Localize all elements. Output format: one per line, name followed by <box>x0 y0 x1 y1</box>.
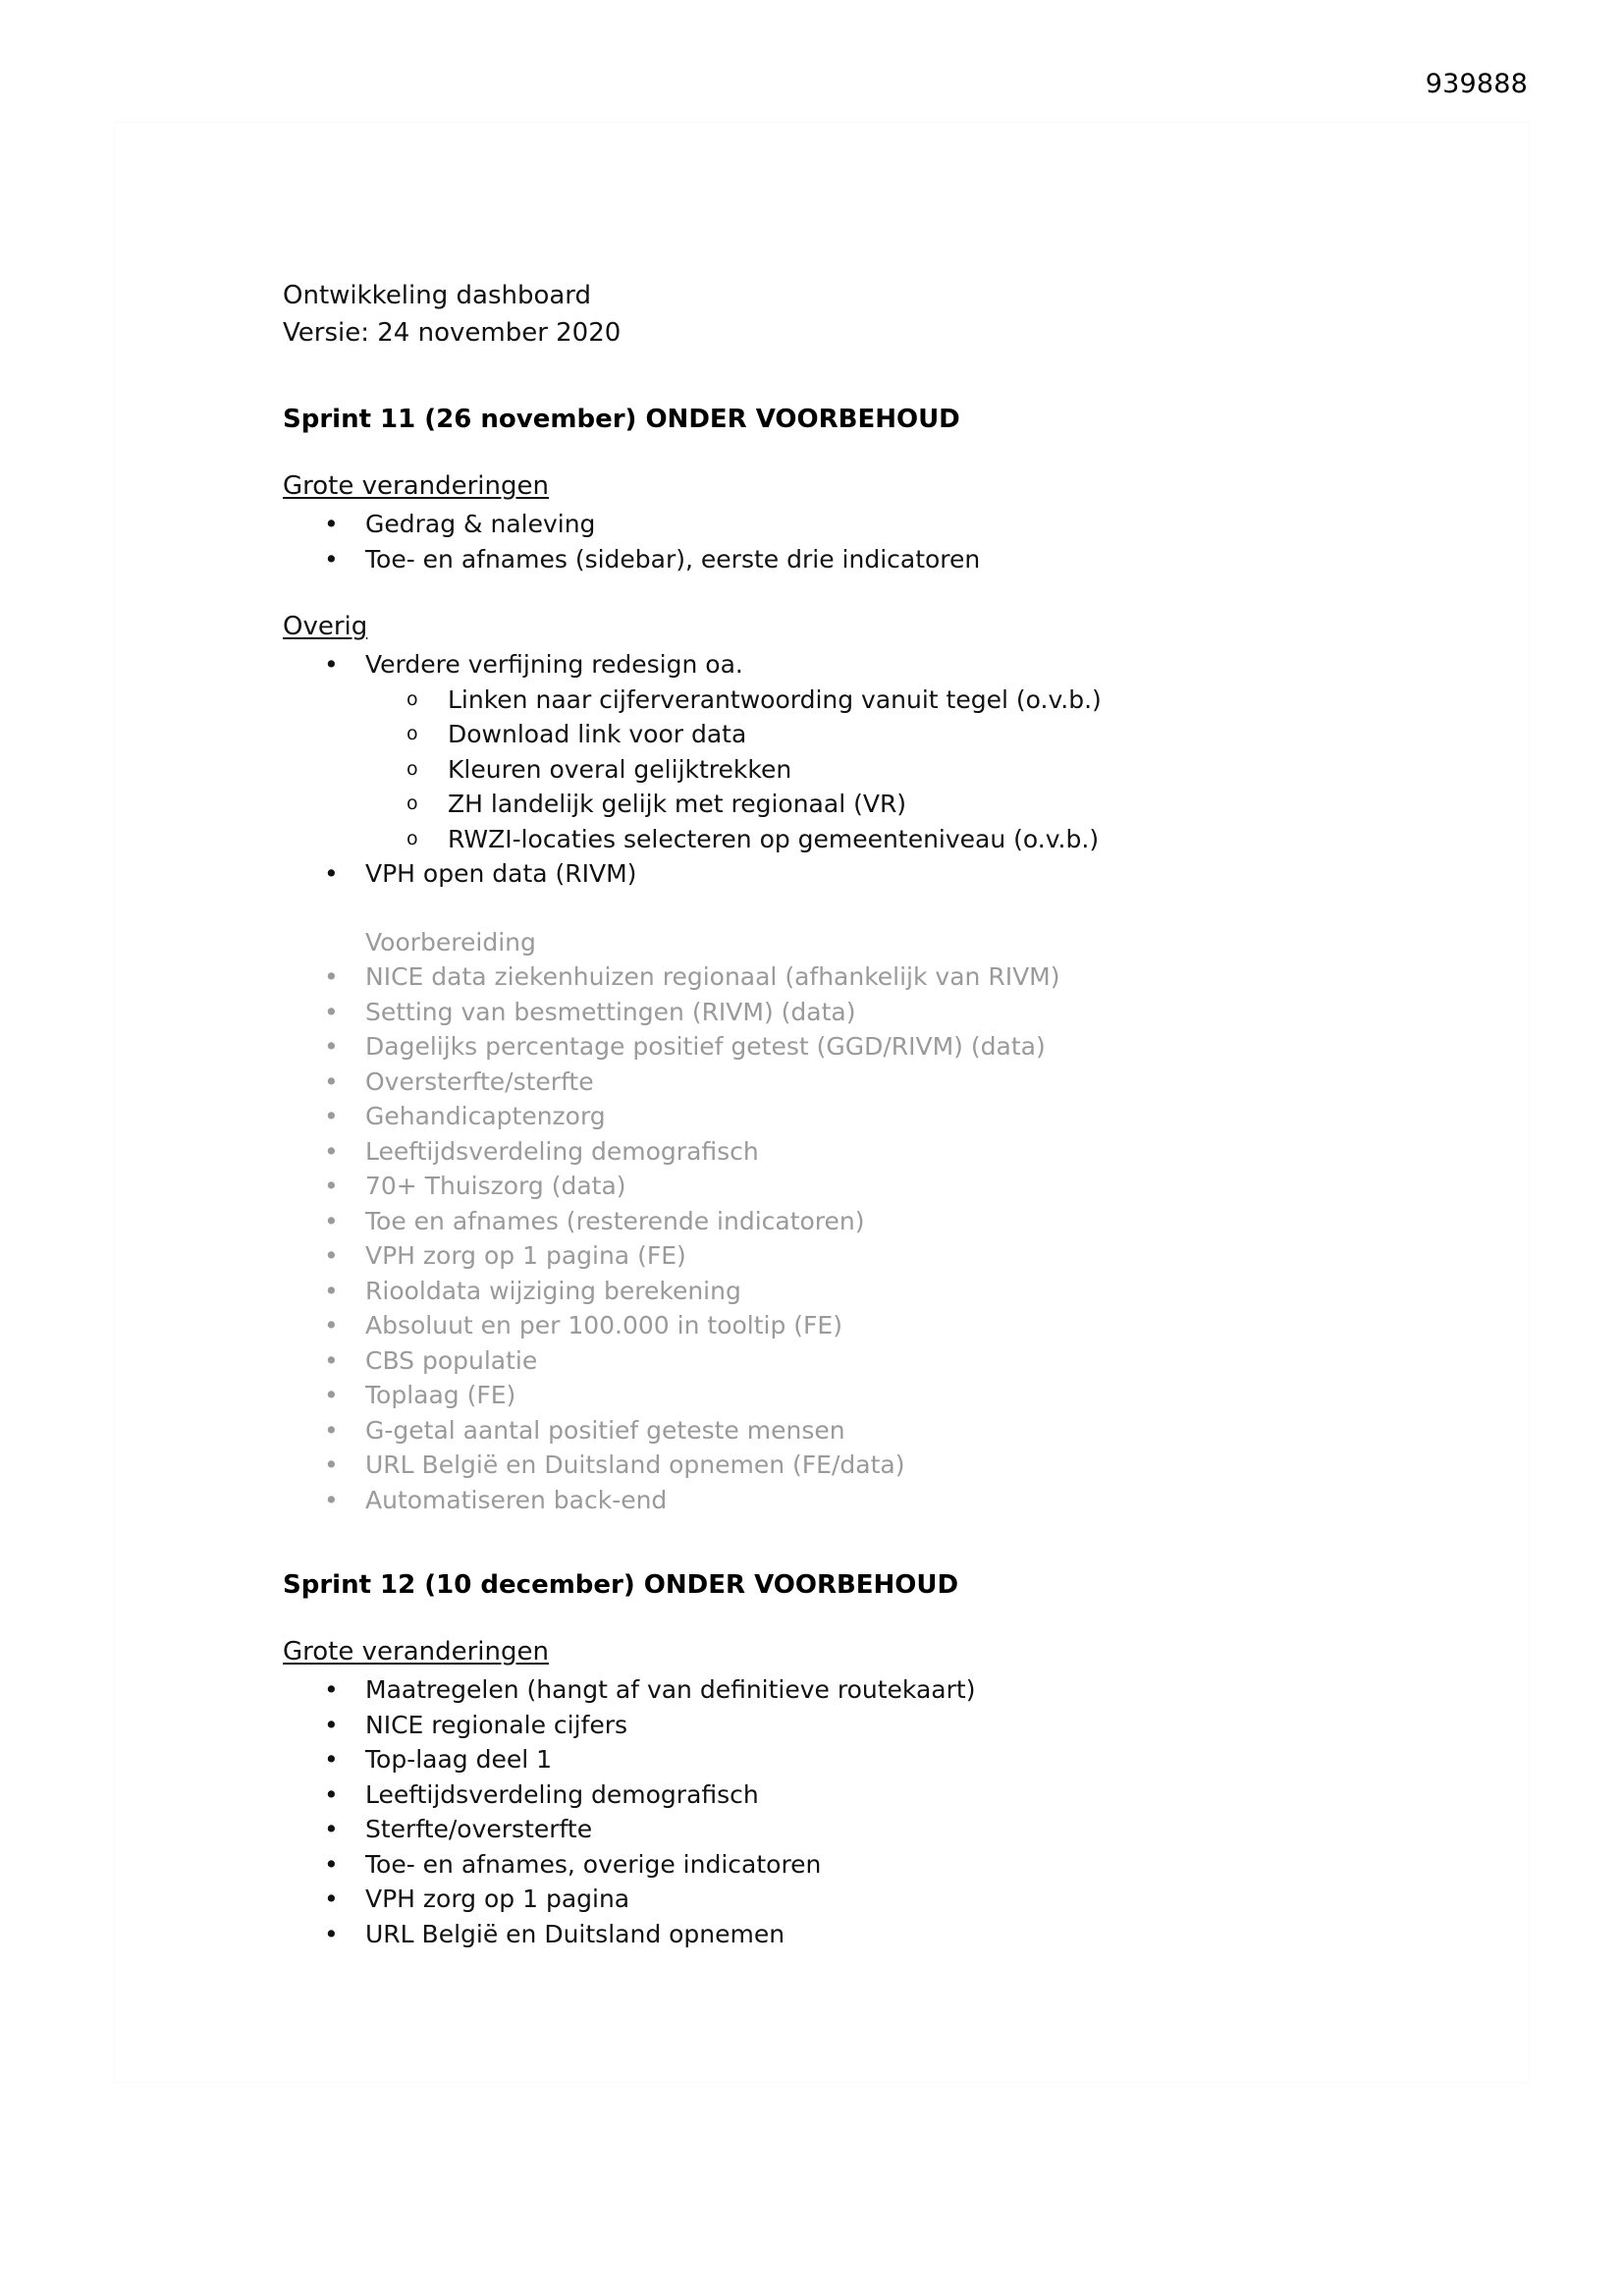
document-version: Versie: 24 november 2020 <box>283 318 622 348</box>
list-item <box>283 1847 1441 1883</box>
bullet-dot-icon: • <box>324 962 339 991</box>
bullet-dot-icon: • <box>324 1450 339 1479</box>
list-item <box>283 1099 1441 1134</box>
list-item-label: Verdere verfijning redesign oa. <box>365 650 743 679</box>
section-label: Grote veranderingen <box>283 471 549 501</box>
preparation-list <box>283 959 1441 1517</box>
list-item <box>283 1882 1441 1917</box>
list-item-label: Leeftijdsverdeling demografisch <box>365 1136 759 1166</box>
list-item-label: Automatiseren back-end <box>365 1485 668 1514</box>
list-item <box>283 1812 1441 1847</box>
sprints-root <box>283 403 1441 1951</box>
list-item <box>283 1169 1441 1204</box>
list-item <box>283 717 1441 752</box>
list-item <box>283 752 1441 788</box>
list-item <box>283 1483 1441 1518</box>
list-item-label: Gedrag & naleving <box>365 510 596 538</box>
list-item-label: VPH zorg op 1 pagina <box>365 1885 630 1913</box>
page-title: Ontwikkeling dashboard <box>283 281 592 310</box>
list-item <box>283 1343 1441 1379</box>
bullet-dot-icon: • <box>324 1745 339 1774</box>
list-item-label: Maatregelen (hangt af van definitieve routekaart) <box>365 1675 976 1704</box>
bullet-dot-icon: • <box>324 1815 339 1843</box>
bullet-circle-icon: o <box>406 723 418 744</box>
list-item <box>283 856 1441 892</box>
list-item <box>283 1308 1441 1343</box>
bullet-dot-icon: • <box>324 1241 339 1270</box>
list-item <box>283 1134 1441 1170</box>
sprint-block <box>283 403 1441 1517</box>
list-item-label: Absoluut en per 100.000 in tooltip (FE) <box>365 1311 842 1339</box>
list-item-label: VPH open data (RIVM) <box>365 859 637 888</box>
bullet-circle-icon: o <box>406 687 418 710</box>
list-item-label: Toplaag (FE) <box>365 1381 516 1409</box>
bullet-dot-icon: • <box>324 510 339 538</box>
list-item <box>283 1378 1441 1413</box>
list-item <box>283 683 1441 718</box>
list-item-label: Gehandicaptenzorg <box>365 1102 606 1130</box>
list-item-label: URL België en Duitsland opnemen (FE/data) <box>365 1450 905 1479</box>
bullet-dot-icon: • <box>324 1710 339 1739</box>
list-item-label: Toe- en afnames, overige indicatoren <box>365 1849 822 1879</box>
document-title-block <box>283 277 1441 352</box>
list-item-label: Kleuren overal gelijktrekken <box>448 754 792 784</box>
list-item <box>283 507 1441 542</box>
bullet-circle-icon: o <box>406 757 418 780</box>
sprint-block <box>283 1568 1441 1951</box>
list-item <box>283 1274 1441 1309</box>
list-item <box>283 1708 1441 1743</box>
list-item <box>283 1742 1441 1777</box>
bullet-dot-icon: • <box>324 1415 339 1445</box>
bullet-dot-icon: • <box>324 1172 339 1200</box>
bullet-dot-icon: • <box>324 1675 339 1704</box>
bullet-dot-icon: • <box>324 1885 339 1913</box>
bullet-circle-icon: o <box>406 827 418 849</box>
list-item <box>283 822 1441 857</box>
bullet-dot-icon: • <box>324 997 339 1026</box>
list-item-label: Oversterfte/sterfte <box>365 1066 594 1096</box>
list-item <box>283 959 1441 995</box>
list-item-label: Linken naar cijferverantwoording vanuit tegel (o.v.b.) <box>448 684 1102 714</box>
list-item <box>283 1672 1441 1708</box>
sprint-heading: Sprint 12 (10 december) ONDER VOORBEHOUD <box>283 1570 959 1600</box>
list-item-label: 70+ Thuiszorg (data) <box>365 1172 626 1200</box>
list-item-label: URL België en Duitsland opnemen <box>365 1919 785 1948</box>
bullet-dot-icon: • <box>324 1345 339 1375</box>
section-list <box>283 507 1441 576</box>
bullet-dot-icon: • <box>324 1849 339 1879</box>
section-label: Overig <box>283 612 368 641</box>
list-item-label: CBS populatie <box>365 1345 538 1375</box>
list-item-label: NICE regionale cijfers <box>365 1710 628 1739</box>
section-label-wrap <box>283 469 1441 503</box>
list-item-label: Download link voor data <box>448 720 747 748</box>
list-item-label: Sterfte/oversterfte <box>365 1815 593 1843</box>
bullet-dot-icon: • <box>324 1779 339 1809</box>
bullet-circle-icon: o <box>406 793 418 814</box>
section-list <box>283 1672 1441 1951</box>
bullet-dot-icon: • <box>324 1206 339 1235</box>
list-item-label: NICE data ziekenhuizen regionaal (afhankelijk van RIVM) <box>365 962 1060 991</box>
preparation-block <box>283 925 1441 1518</box>
bullet-dot-icon: • <box>324 1381 339 1409</box>
page-header-number: 939888 <box>1425 69 1528 99</box>
bullet-dot-icon: • <box>324 1032 339 1061</box>
list-item <box>283 1204 1441 1239</box>
list-item <box>283 1029 1441 1065</box>
list-item <box>283 1917 1441 1952</box>
list-item <box>283 995 1441 1030</box>
list-item-label: Riooldata wijziging berekening <box>365 1276 741 1305</box>
section-list <box>283 647 1441 892</box>
section-label: Grote veranderingen <box>283 1637 549 1667</box>
bullet-dot-icon: • <box>324 1066 339 1096</box>
bullet-dot-icon: • <box>324 1102 339 1130</box>
bullet-dot-icon: • <box>324 544 339 574</box>
list-item <box>283 1238 1441 1274</box>
bullet-dot-icon: • <box>324 1136 339 1166</box>
list-item-label: VPH zorg op 1 pagina (FE) <box>365 1241 686 1270</box>
list-item-label: ZH landelijk gelijk met regionaal (VR) <box>448 790 907 818</box>
bullet-dot-icon: • <box>324 859 339 888</box>
list-item <box>283 787 1441 822</box>
bullet-dot-icon: • <box>324 1311 339 1339</box>
list-item <box>283 1065 1441 1100</box>
section-label-wrap <box>283 1635 1441 1668</box>
list-item-label: Setting van besmettingen (RIVM) (data) <box>365 997 856 1026</box>
list-item-label: Leeftijdsverdeling demografisch <box>365 1779 759 1809</box>
section-label-wrap <box>283 610 1441 643</box>
list-item-label: Top-laag deel 1 <box>365 1745 553 1774</box>
list-item-label: Toe- en afnames (sidebar), eerste drie indicatoren <box>365 544 981 574</box>
document-body <box>283 277 1441 1951</box>
bullet-dot-icon: • <box>324 1485 339 1514</box>
bullet-dot-icon: • <box>324 1919 339 1948</box>
list-item <box>283 647 1441 683</box>
list-item <box>283 542 1441 577</box>
list-item-label: G-getal aantal positief geteste mensen <box>365 1415 845 1445</box>
list-item <box>283 1413 1441 1449</box>
list-item <box>283 1777 1441 1813</box>
sprint-heading: Sprint 11 (26 november) ONDER VOORBEHOUD <box>283 405 960 434</box>
bullet-dot-icon: • <box>324 650 339 679</box>
bullet-dot-icon: • <box>324 1276 339 1305</box>
list-item <box>283 1448 1441 1483</box>
list-item-label: Toe en afnames (resterende indicatoren) <box>365 1206 865 1235</box>
list-item-label: Dagelijks percentage positief getest (GGD/RIVM) (data) <box>365 1032 1046 1061</box>
preparation-heading: Voorbereiding <box>365 927 536 957</box>
list-item-label: RWZI-locaties selecteren op gemeenteniveau (o.v.b.) <box>448 824 1100 853</box>
